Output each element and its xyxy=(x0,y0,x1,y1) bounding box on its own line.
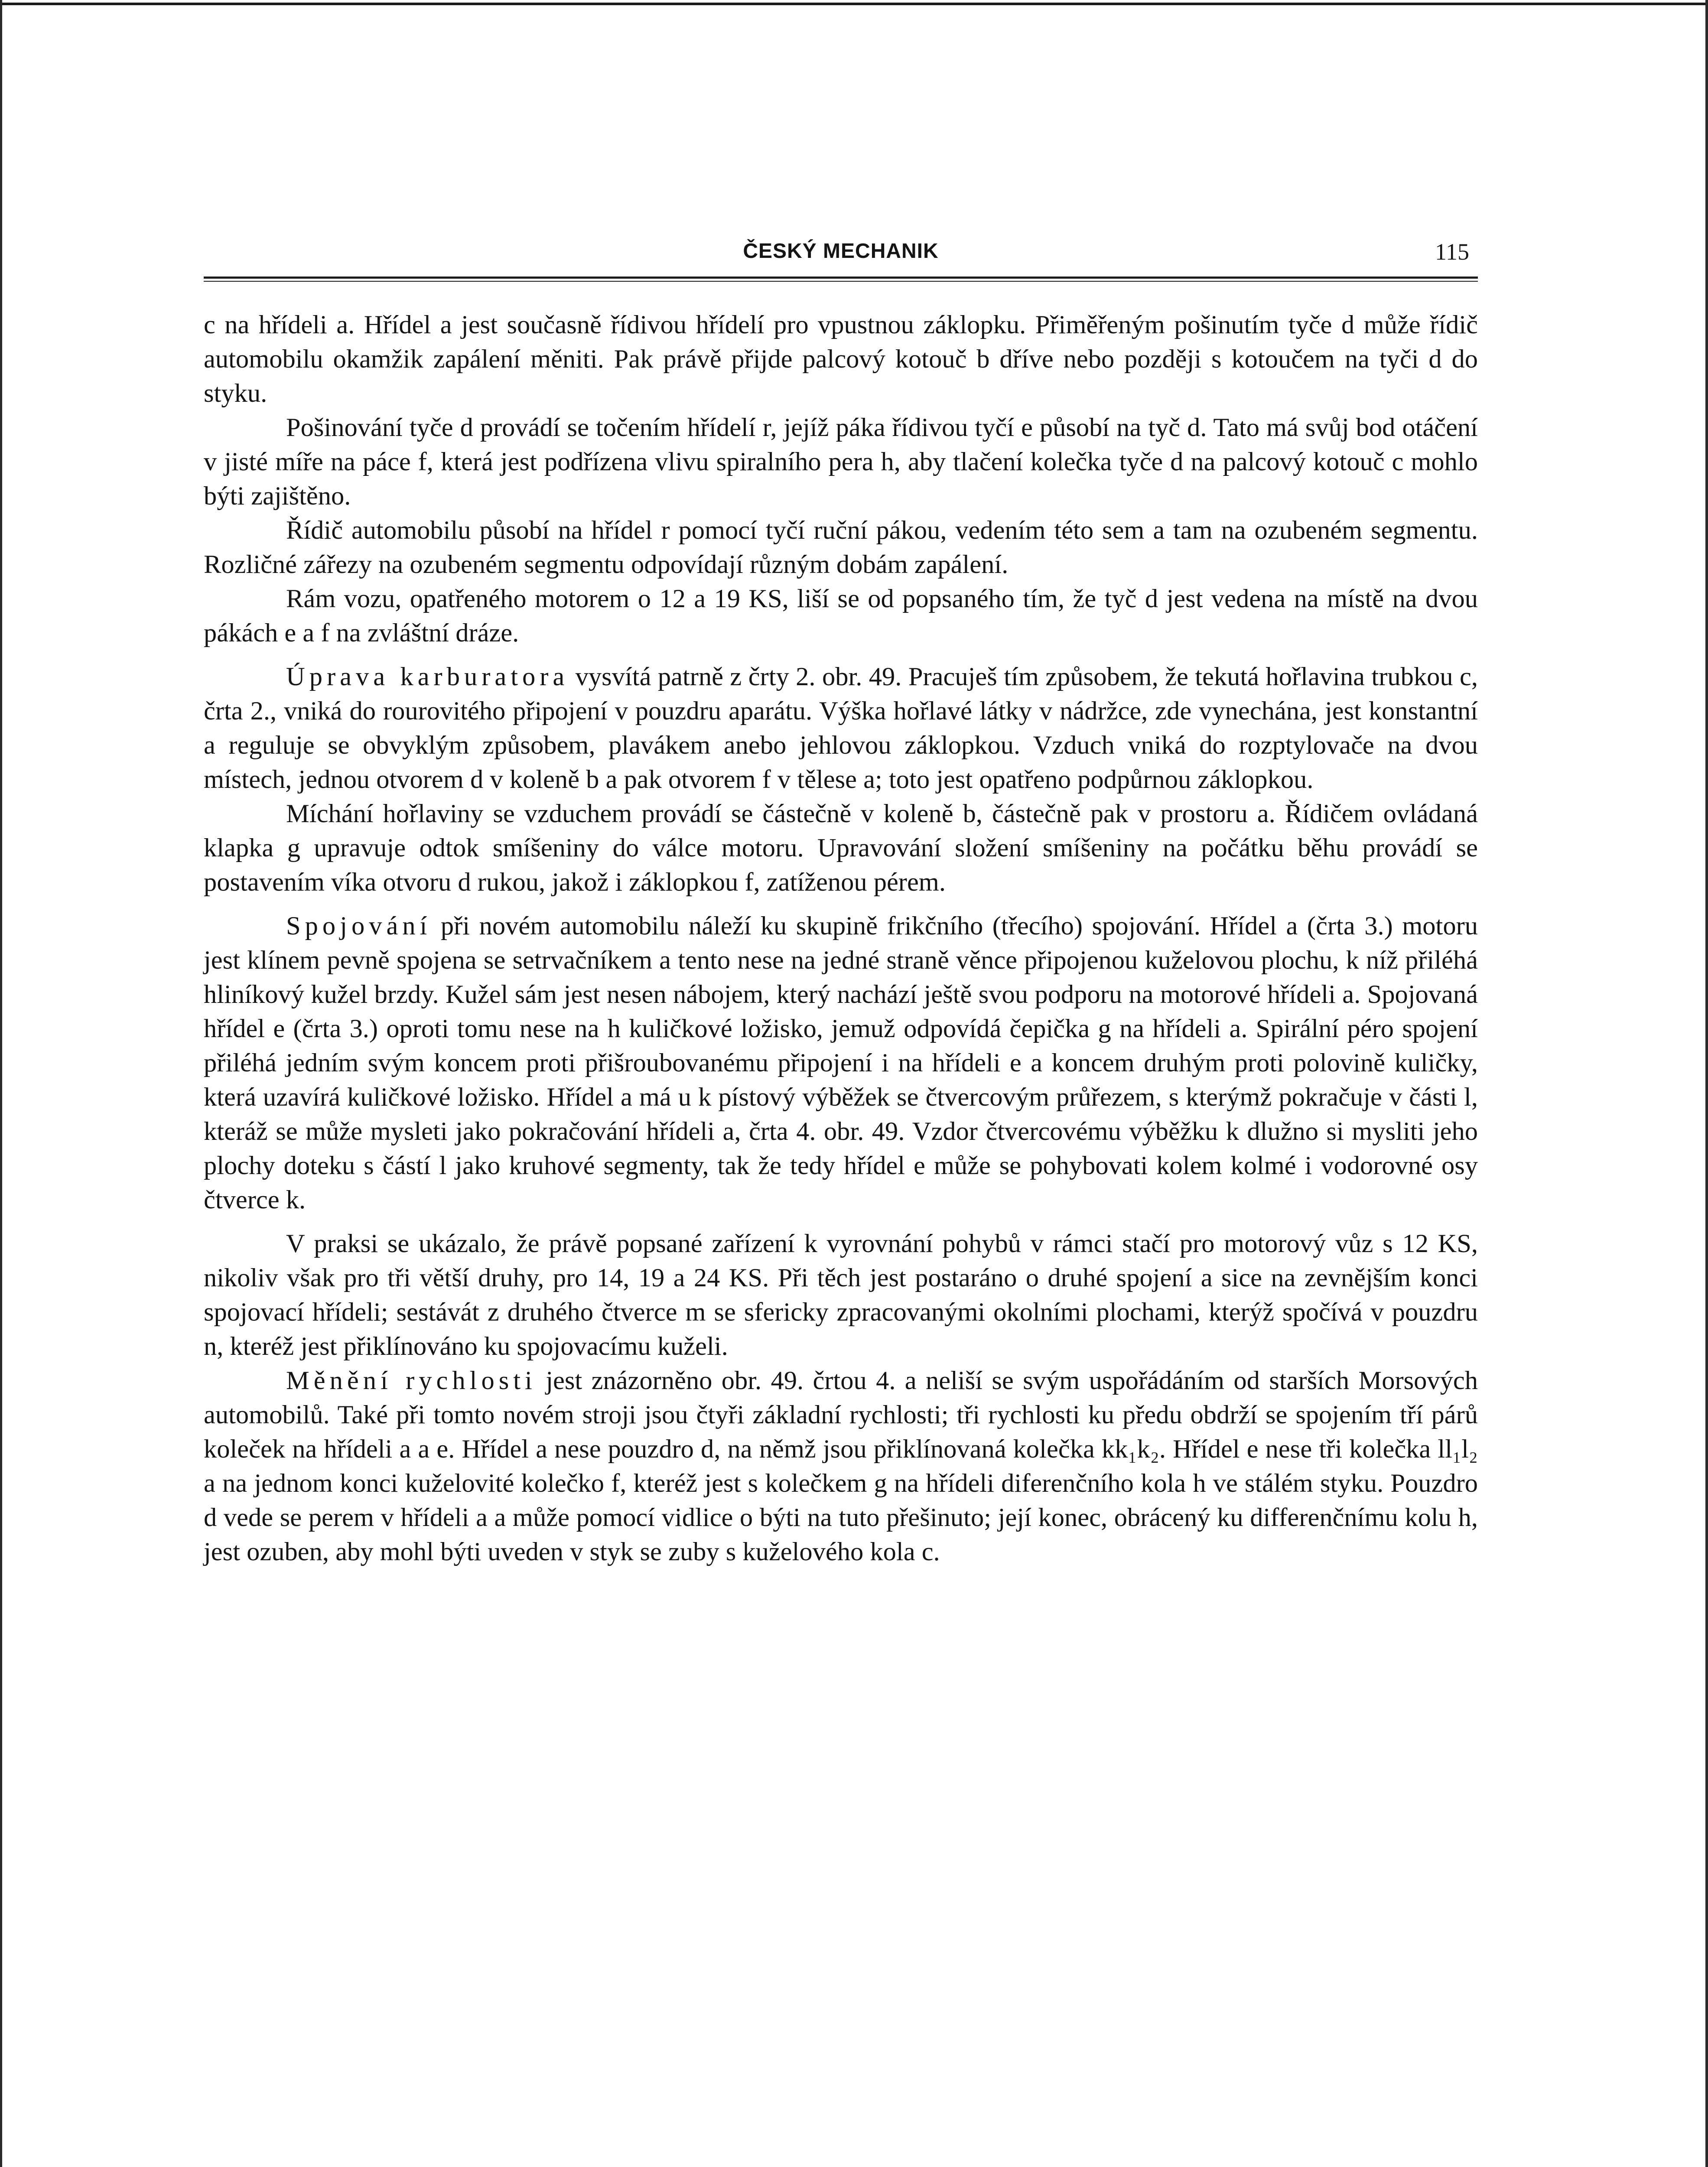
spaced-heading-term: Spojování xyxy=(286,911,432,940)
scan-border-left xyxy=(0,0,8,2167)
running-header xyxy=(204,234,1478,273)
paragraph xyxy=(204,797,1478,899)
paragraph xyxy=(204,308,1478,410)
paragraph xyxy=(204,582,1478,650)
paragraph-text: Řídič automobilu působí na hřídel r pomocí tyčí ruční pákou, vedením této sem a tam na ozubeném segmentu. Rozličné zářezy na ozubeném segmentu odpovídají různým dobám zapálení. xyxy=(204,516,1478,579)
spaced-heading-term: Měnění rychlosti xyxy=(286,1366,537,1395)
paragraph xyxy=(204,1227,1478,1363)
page-number: 115 xyxy=(1435,239,1469,265)
header-rule xyxy=(204,277,1478,282)
paragraph xyxy=(204,1363,1478,1569)
book-page xyxy=(204,234,1478,1569)
paragraph-text: při novém automobilu náleží ku skupině frikčního (třecího) spojování. Hřídel a (črta 3.) motoru jest klínem pevně spojena se setrvačníkem a tento nese na jedné straně věnce připojenou kuželovou plochu, k níž přiléhá hliníkový kužel brzdy. Kužel sám jest nesen nábojem, který nachází ještě svou podporu na motorové hřídeli a. Spojovaná hřídel e (črta 3.) oproti tomu nese na h kuličkové ložisko, jemuž odpovídá čepička g na hřídeli a. Spirální péro spojení přiléhá jedním svým koncem proti přišroubovanému připojení i na hřídeli e a koncem druhým proti polovině kuličky, která uzavírá kuličkové ložisko. Hřídel a má u k pístový výběžek se čtvercovým průřezem, s kterýmž pokračuje v části l, kteráž se může mysleti jako pokračování hřídeli a, črta 4. obr. 49. Vzdor čtvercovému výběžku k dlužno si mysliti jeho plochy doteku s částí l jako kruhové segmenty, tak že tedy hřídel e může se pohybovati kolem kolmé i vodorovné osy čtverce k. xyxy=(204,911,1478,1214)
spaced-heading-term: Úprava karburatora xyxy=(286,662,569,691)
paragraph-text: Pošinování tyče d provádí se točením hřídelí r, jejíž páka řídivou tyčí e působí na tyč d. Tato má svůj bod otáčení v jisté míře na páce f, která jest podřízena vlivu spiralního pera h, aby tlačení kolečka tyče d na palcový kotouč c mohlo býti zajištěno. xyxy=(204,413,1478,511)
paragraph-text: Rám vozu, opatřeného motorem o 12 a 19 KS, liší se od popsaného tím, že tyč d jest vedena na místě na dvou pákách e a f na zvláštní dráze. xyxy=(204,584,1478,647)
article-body xyxy=(204,308,1478,1569)
paragraph-text: Míchání hořlaviny se vzduchem provádí se částečně v koleně b, částečně pak v prostoru a. Řídičem ovládaná klapka g upravuje odtok smíšeniny do válce motoru. Upravování složení smíšeniny na počátku běhu provádí se postavením víka otvoru d rukou, jakož i záklopkou f, zatíženou pérem. xyxy=(204,799,1478,897)
paragraph-text: V praksi se ukázalo, že právě popsané zařízení k vyrovnání pohybů v rámci stačí pro motorový vůz s 12 KS, nikoliv však pro tři větší druhy, pro 14, 19 a 24 KS. Při těch jest postaráno o druhé spojení a sice na zevnějším konci spojovací hřídeli; sestávát z druhého čtverce m se sfericky zpracovanými okolními plochami, kterýž spočívá v pouzdru n, kteréž jest přiklínováno ku spojovacímu kuželi. xyxy=(204,1229,1478,1361)
paragraph xyxy=(204,909,1478,1217)
paragraph-text: c na hřídeli a. Hřídel a jest současně řídivou hřídelí pro vpustnou záklopku. Přiměřeným pošinutím tyče d může řídič automobilu okamžik zapálení měniti. Pak právě přijde palcový kotouč b dříve nebo později s kotoučem na tyči d do styku. xyxy=(204,310,1478,408)
paragraph-text: vysvítá patrně z črty 2. obr. 49. Pracuješ tím způsobem, že tekutá hořlavina trubkou c, črta 2., vniká do rourovitého připojení v pouzdru aparátu. Výška hořlavé látky v nádržce, zde vynechána, jest konstantní a reguluje se obvyklým způsobem, plavákem anebo jehlovou záklopkou. Vzduch vniká do rozptylovače na dvou místech, jednou otvorem d v koleně b a pak otvorem f v tělese a; toto jest opatřeno podpůrnou záklopkou. xyxy=(204,662,1478,794)
journal-title: ČESKÝ MECHANIK xyxy=(743,240,939,263)
paragraph xyxy=(204,513,1478,582)
scan-border-right xyxy=(1700,0,1708,2167)
paragraph-text: jest znázorněno obr. 49. črtou 4. a neliší se svým uspořádáním od starších Morsových automobilů. Také při tomto novém stroji jsou čtyři základní rychlosti; tři rychlosti ku předu obdrží se spojením tří párů koleček na hřídeli a a e. Hřídel a nese pouzdro d, na němž jsou přiklínovaná kolečka kk₁k₂. Hřídel e nese tři kolečka ll₁l₂ a na jednom konci kuželovité kolečko f, kteréž jest s kolečkem g na hřídeli diferenčního kola h ve stálém styku. Pouzdro d vede se perem v hřídeli a a může pomocí vidlice o býti na tuto přešinuto; její konec, obrácený ku differenčnímu kolu h, jest ozuben, aby mohl býti uveden v styk se zuby s kuželového kola c. xyxy=(204,1366,1478,1566)
paragraph xyxy=(204,660,1478,797)
scan-border-top xyxy=(0,3,1708,5)
paragraph xyxy=(204,410,1478,513)
